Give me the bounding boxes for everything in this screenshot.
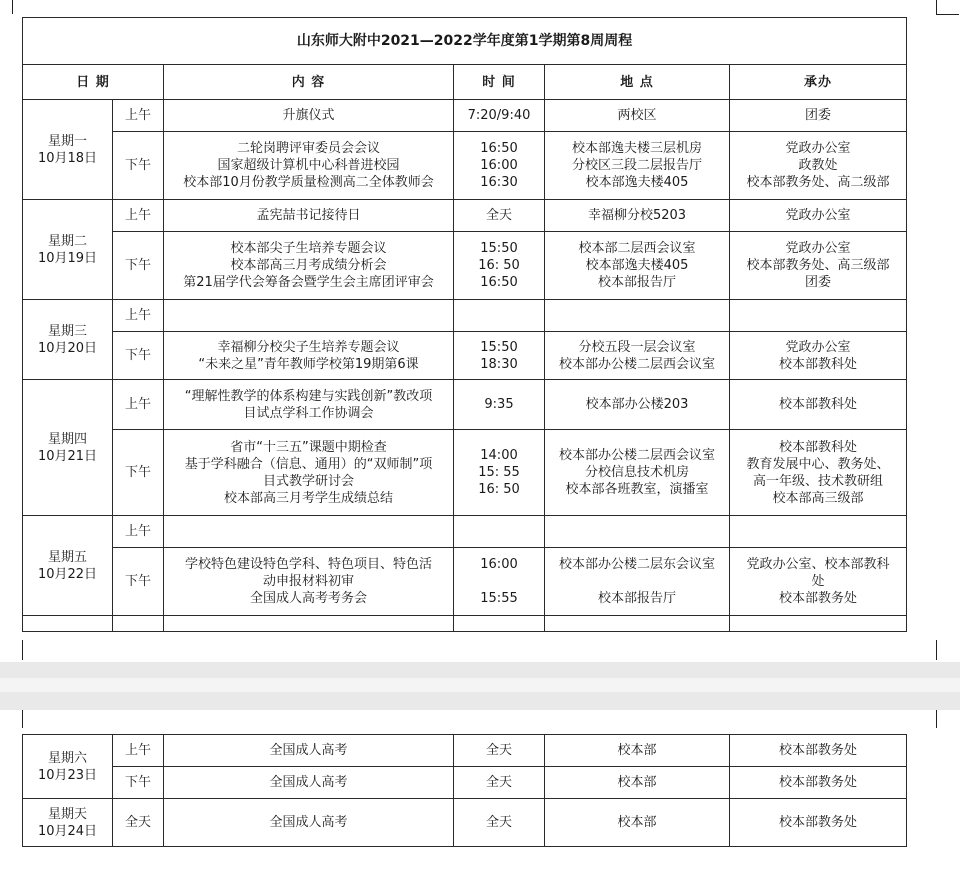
- half-day-label: 全天: [113, 799, 164, 847]
- half-day-label: 上午: [113, 300, 164, 332]
- event-organizer: 校本部教科处: [779, 356, 858, 372]
- event-organizer-cell: [730, 380, 907, 430]
- event-content: 校本部10月份教学质量检测高二全体教师会: [183, 175, 434, 190]
- date-label: 10月24日: [37, 823, 98, 839]
- event-time: 15: 55: [478, 465, 520, 480]
- event-time: 7:20/9:40: [467, 108, 531, 123]
- empty-cell: [730, 616, 907, 632]
- event-content: 校本部高三月考成绩分析会: [230, 258, 387, 273]
- date-label: 10月19日: [37, 250, 98, 266]
- event-time: 16: 50: [478, 482, 520, 497]
- schedule-row: [23, 799, 907, 847]
- event-content-cell: [164, 516, 454, 548]
- event-content-cell: [164, 548, 454, 616]
- schedule-row: [23, 132, 907, 200]
- event-time: 18:30: [480, 356, 518, 372]
- day-cell: [23, 200, 113, 300]
- event-organizer: 党政办公室: [785, 141, 851, 156]
- event-content: 校本部尖子生培养专题会议: [230, 241, 387, 256]
- event-place: [549, 573, 725, 590]
- weekday-label: 星期一: [47, 133, 87, 149]
- event-organizer: 校本部教务处: [730, 767, 907, 799]
- event-place: 幸福柳分校5203: [587, 208, 687, 223]
- date-label: 10月21日: [37, 448, 98, 464]
- event-content-cell: [164, 100, 454, 132]
- crop-mark: [936, 640, 959, 660]
- date-label: 10月23日: [37, 767, 98, 783]
- event-organizer: 校本部教科处: [779, 439, 858, 455]
- event-organizer: 团委: [805, 108, 832, 123]
- event-organizer: 教育发展中心、教务处、: [746, 456, 890, 472]
- event-place: 校本部逸夫楼405: [585, 175, 689, 190]
- event-place: 分校信息技术机房: [584, 465, 689, 480]
- day-cell: [23, 100, 113, 200]
- event-place: 校本部: [545, 799, 730, 847]
- event-place-cell: [545, 548, 730, 616]
- header-content: 内 容: [164, 65, 454, 100]
- weekday-label: 星期六: [47, 750, 87, 766]
- event-content-cell: [164, 132, 454, 200]
- event-place-cell: [545, 100, 730, 132]
- event-content: 全国成人高考考务会: [249, 591, 367, 606]
- schedule-row: [23, 767, 907, 799]
- event-time: 16:30: [480, 175, 518, 190]
- event-time: 16:50: [480, 275, 518, 290]
- event-time: 15:55: [480, 591, 518, 606]
- event-place: 校本部报告厅: [597, 275, 676, 290]
- event-organizer: 校本部教务处: [730, 799, 907, 847]
- event-content: 全国成人高考: [164, 767, 454, 799]
- event-time-cell: [454, 548, 545, 616]
- crop-mark: [936, 0, 959, 15]
- half-day-label: 下午: [113, 430, 164, 516]
- event-organizer: 党政办公室、校本部教科: [746, 557, 890, 572]
- empty-cell: [164, 616, 454, 632]
- event-organizer: 校本部教务处: [779, 591, 858, 606]
- event-time-cell: [454, 300, 545, 332]
- event-organizer: 处: [811, 574, 825, 589]
- schedule-row: [23, 735, 907, 767]
- header-organizer: 承办: [730, 65, 907, 100]
- event-time: [458, 573, 540, 590]
- schedule-row: [23, 200, 907, 232]
- event-content: 幸福柳分校尖子生培养专题会议: [217, 339, 400, 355]
- event-place: 校本部逸夫楼405: [585, 258, 689, 273]
- event-content: 第21届学代会筹备会暨学生会主席团评审会: [183, 275, 434, 290]
- date-label: 10月18日: [37, 150, 98, 166]
- empty-cell: [545, 616, 730, 632]
- weekly-schedule-table: [22, 17, 907, 632]
- event-time-cell: [454, 332, 545, 380]
- event-time: 15:50: [480, 241, 518, 256]
- half-day-label: 下午: [113, 767, 164, 799]
- event-organizer-cell: [730, 232, 907, 300]
- event-content: 国家超级计算机中心科普进校园: [217, 158, 400, 173]
- crop-mark: [936, 710, 959, 728]
- event-organizer: 校本部高三级部: [772, 490, 864, 506]
- schedule-title: 山东师大附中2021—2022学年度第1学期第8周周程: [23, 18, 907, 65]
- weekday-label: 星期五: [47, 549, 87, 565]
- empty-cell: [113, 616, 164, 632]
- weekday-label: 星期三: [47, 323, 87, 339]
- event-content-cell: [164, 380, 454, 430]
- event-time: 全天: [454, 799, 545, 847]
- weekday-label: 星期二: [47, 233, 87, 249]
- event-content-cell: [164, 200, 454, 232]
- date-label: 10月22日: [37, 566, 98, 582]
- event-time: 全天: [485, 208, 512, 223]
- empty-cell: [23, 616, 113, 632]
- event-organizer-cell: [730, 548, 907, 616]
- event-place: 校本部报告厅: [597, 591, 676, 606]
- event-organizer-cell: [730, 430, 907, 516]
- event-content: 省市“十三五”课题中期检查: [230, 439, 387, 455]
- event-place: 校本部: [545, 767, 730, 799]
- event-content: 目试点学科工作协调会: [243, 405, 374, 421]
- event-place-cell: [545, 430, 730, 516]
- schedule-row: [23, 380, 907, 430]
- event-time: 16:00: [480, 158, 518, 173]
- event-content-cell: [164, 232, 454, 300]
- empty-row: [23, 616, 907, 632]
- page-gap: [0, 662, 960, 710]
- event-organizer-cell: [730, 332, 907, 380]
- schedule-row: [23, 300, 907, 332]
- day-cell: [23, 799, 113, 847]
- weekday-label: 星期天: [47, 806, 87, 822]
- event-place: 校本部二层西会议室: [578, 241, 696, 256]
- weekend-schedule-table: [22, 734, 907, 847]
- event-time: 15:50: [480, 339, 518, 355]
- crop-mark: [0, 640, 23, 660]
- event-organizer: 高一年级、技术教研组: [753, 473, 884, 489]
- event-organizer-cell: [730, 516, 907, 548]
- event-content-cell: [164, 300, 454, 332]
- half-day-label: 下午: [113, 132, 164, 200]
- day-cell: [23, 516, 113, 616]
- event-content-cell: [164, 430, 454, 516]
- event-organizer-cell: [730, 100, 907, 132]
- empty-cell: [454, 616, 545, 632]
- event-content: 校本部高三月考学生成绩总结: [223, 490, 393, 506]
- event-time: 14:00: [480, 448, 518, 463]
- schedule-row: [23, 516, 907, 548]
- half-day-label: 上午: [113, 735, 164, 767]
- event-place-cell: [545, 200, 730, 232]
- event-organizer: 校本部教科处: [779, 397, 858, 412]
- crop-mark: [0, 0, 13, 14]
- event-organizer: 校本部教务处、高三级部: [746, 258, 890, 273]
- event-organizer: 校本部教务处: [730, 735, 907, 767]
- event-content: 动申报材料初审: [262, 574, 354, 589]
- half-day-label: 上午: [113, 100, 164, 132]
- header-date: 日 期: [23, 65, 164, 100]
- event-content: “理解性教学的体系构建与实践创新”教改项: [184, 388, 433, 404]
- event-content: 全国成人高考: [164, 799, 454, 847]
- half-day-label: 下午: [113, 232, 164, 300]
- event-organizer-cell: [730, 132, 907, 200]
- schedule-row: [23, 430, 907, 516]
- event-content: 二轮岗聘评审委员会会议: [236, 141, 380, 156]
- event-place-cell: [545, 300, 730, 332]
- event-content: 目式教学研讨会: [262, 473, 354, 489]
- crop-mark: [0, 710, 23, 728]
- half-day-label: 下午: [113, 548, 164, 616]
- schedule-row: [23, 232, 907, 300]
- event-place-cell: [545, 132, 730, 200]
- event-place-cell: [545, 516, 730, 548]
- event-time-cell: [454, 516, 545, 548]
- date-label: 10月20日: [37, 340, 98, 356]
- header-time: 时 间: [454, 65, 545, 100]
- schedule-row: [23, 548, 907, 616]
- event-content-cell: [164, 332, 454, 380]
- event-place-cell: [545, 380, 730, 430]
- half-day-label: 上午: [113, 516, 164, 548]
- event-place: 分校区三段二层报告厅: [571, 158, 702, 173]
- event-time: 全天: [454, 767, 545, 799]
- event-content: 基于学科融合（信息、通用）的“双师制”项: [184, 456, 433, 472]
- event-place: 校本部办公楼二层西会议室: [558, 356, 715, 372]
- event-content: 全国成人高考: [164, 735, 454, 767]
- header-place: 地 点: [545, 65, 730, 100]
- schedule-row: [23, 100, 907, 132]
- day-cell: [23, 735, 113, 799]
- event-time-cell: [454, 132, 545, 200]
- event-content: 孟宪喆书记接待日: [256, 208, 361, 223]
- event-content: “未来之星”青年教师学校第19期第6课: [198, 356, 419, 372]
- event-time-cell: [454, 232, 545, 300]
- event-place: 校本部办公楼203: [585, 397, 689, 412]
- event-organizer: 政教处: [798, 158, 838, 173]
- event-time: 16:50: [480, 141, 518, 156]
- event-time-cell: [454, 100, 545, 132]
- event-time-cell: [454, 430, 545, 516]
- event-place-cell: [545, 232, 730, 300]
- event-place: 校本部逸夫楼三层机房: [571, 141, 702, 156]
- event-time-cell: [454, 200, 545, 232]
- event-organizer: 党政办公室: [785, 241, 851, 256]
- event-organizer: 校本部教务处、高二级部: [746, 175, 890, 190]
- day-cell: [23, 300, 113, 380]
- event-place: 分校五段一层会议室: [578, 339, 696, 355]
- event-organizer: 团委: [805, 275, 832, 290]
- event-time: 全天: [454, 735, 545, 767]
- event-place: 校本部各班教室，演播室: [565, 482, 709, 497]
- half-day-label: 下午: [113, 332, 164, 380]
- half-day-label: 上午: [113, 200, 164, 232]
- event-organizer-cell: [730, 300, 907, 332]
- event-time: 16:00: [480, 557, 518, 572]
- event-organizer-cell: [730, 200, 907, 232]
- schedule-page-2: [0, 710, 960, 877]
- event-time-cell: [454, 380, 545, 430]
- half-day-label: 上午: [113, 380, 164, 430]
- event-time: 9:35: [484, 397, 514, 412]
- event-place: 校本部办公楼二层东会议室: [558, 557, 715, 572]
- event-organizer: 党政办公室: [785, 339, 851, 355]
- event-place-cell: [545, 332, 730, 380]
- day-cell: [23, 380, 113, 516]
- event-content: 学校特色建设特色学科、特色项目、特色活: [184, 557, 432, 572]
- event-organizer: 党政办公室: [785, 208, 851, 223]
- schedule-row: [23, 332, 907, 380]
- weekday-label: 星期四: [47, 431, 87, 447]
- event-place: 校本部: [545, 735, 730, 767]
- event-time: 16: 50: [478, 258, 520, 273]
- event-place: 校本部办公楼二层西会议室: [558, 448, 715, 463]
- event-place: 两校区: [617, 108, 657, 123]
- event-content: 升旗仪式: [282, 108, 335, 123]
